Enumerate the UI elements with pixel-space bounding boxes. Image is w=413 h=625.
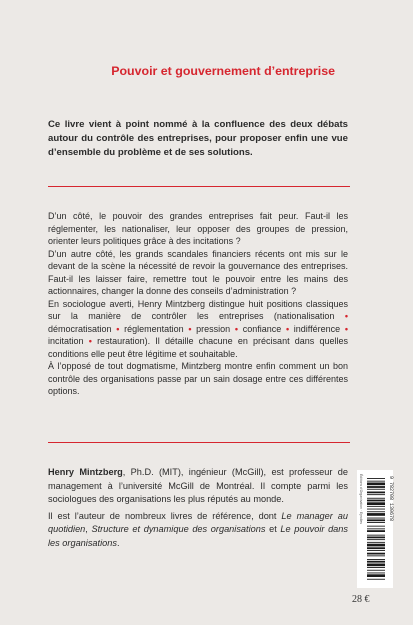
description-paragraph: D’un côté, le pouvoir des grandes entreprises fait peur. Faut-il les réglementer, les nationaliser, leur opposer des groupes de pression, orienter leurs politiques grâce à des incitations ? bbox=[48, 211, 348, 246]
separator: . bbox=[116, 537, 120, 548]
author-bio bbox=[48, 466, 348, 553]
author-credentials: , Ph.D. (MIT), ingénieur (McGill), est professeur de management à l’université McGill de Montréal. Il compte parmi les sociologues des organisations les plus réputés au monde. bbox=[48, 467, 348, 504]
description bbox=[48, 210, 348, 398]
barcode-bar bbox=[367, 481, 385, 482]
description-paragraph: D’un autre côté, les grands scandales financiers récents ont mis sur le devant de la scène la nécessité de revoir la gouvernance des entreprises. Faut-il les laisser faire, remettre tout le pouvoir entre les mains des actionnaires, changer la donne des conseils d’administration ? bbox=[48, 248, 348, 296]
barcode-bar bbox=[367, 574, 385, 577]
bullet-icon: • bbox=[285, 323, 290, 334]
author-bio-paragraph bbox=[48, 466, 348, 507]
barcode-bar bbox=[367, 573, 385, 574]
barcode-bar bbox=[367, 518, 385, 519]
author-name: Henry Mintzberg bbox=[48, 467, 123, 477]
bullet-icon: • bbox=[116, 323, 120, 334]
bullet-icon: • bbox=[234, 323, 239, 334]
book-reference: Structure et dynamique des organisations bbox=[91, 524, 266, 534]
publisher-imprint: Éditions d’Organisation · Eyrolles bbox=[359, 474, 363, 524]
barcode-bar bbox=[367, 567, 385, 568]
barcode-bars bbox=[367, 478, 385, 580]
barcode-bar bbox=[367, 539, 385, 540]
barcode-bar bbox=[367, 537, 385, 539]
barcode-bar bbox=[367, 526, 385, 527]
price-tag: 28 € bbox=[352, 594, 370, 605]
bullet-icon: • bbox=[88, 336, 92, 346]
barcode-bar bbox=[367, 489, 385, 490]
barcode-bar bbox=[367, 511, 385, 512]
book-title: Pouvoir et gouvernement d’entreprise bbox=[111, 64, 335, 78]
position-item: confiance bbox=[242, 323, 282, 334]
bottom-divider bbox=[48, 442, 350, 443]
barcode-bar bbox=[367, 570, 385, 571]
book-reference: Le manager au quotidien bbox=[48, 510, 348, 534]
barcode-bar bbox=[367, 500, 385, 502]
top-divider bbox=[48, 186, 350, 187]
barcode-bar bbox=[367, 498, 385, 499]
bullet-icon: • bbox=[344, 311, 348, 321]
barcode-bar bbox=[367, 519, 385, 521]
barcode-bar bbox=[367, 561, 385, 563]
barcode-bar bbox=[367, 492, 385, 494]
barcode-bar bbox=[367, 509, 385, 510]
position-item: réglementation bbox=[124, 323, 184, 334]
barcode-bar bbox=[367, 544, 385, 547]
barcode-bar bbox=[367, 559, 385, 560]
isbn-number: 9 782708 130678 bbox=[388, 476, 394, 522]
barcode-bar bbox=[367, 486, 385, 488]
barcode-bar bbox=[367, 513, 385, 516]
positions-intro: En sociologue averti, Henry Mintzberg distingue huit positions classiques sur la manière de contrôler les entreprises (nationalisation bbox=[48, 298, 348, 321]
description-paragraph bbox=[48, 298, 348, 361]
description-paragraph: À l’opposé de tout dogmatisme, Mintzberg montre enfin comment un bon contrôle des organisations passe par un sain dosage entre ces différentes options. bbox=[48, 361, 348, 396]
barcode bbox=[357, 470, 393, 588]
barcode-bar bbox=[367, 478, 385, 479]
barcode-bar bbox=[367, 564, 385, 567]
barcode-bar bbox=[367, 553, 385, 555]
barcode-bar bbox=[367, 547, 385, 549]
bullet-icon: • bbox=[344, 323, 348, 334]
separator: , bbox=[85, 524, 92, 534]
bullet-icon: • bbox=[188, 323, 192, 334]
separator: et bbox=[265, 524, 281, 534]
position-item: indifférence bbox=[293, 323, 341, 334]
barcode-bar bbox=[367, 555, 385, 556]
barcode-bar bbox=[367, 522, 385, 523]
author-works-intro: Il est l’auteur de nombreux livres de référence, dont bbox=[48, 510, 282, 521]
author-bio-paragraph bbox=[48, 510, 348, 551]
barcode-bar bbox=[367, 494, 385, 495]
barcode-bar bbox=[367, 542, 385, 543]
barcode-bar bbox=[367, 530, 385, 532]
barcode-bar bbox=[367, 483, 385, 486]
barcode-bar bbox=[367, 579, 385, 580]
position-item: restauration bbox=[97, 336, 145, 346]
position-item: incitation bbox=[48, 336, 84, 346]
barcode-bar bbox=[367, 535, 385, 536]
position-item: démocratisation bbox=[48, 323, 112, 334]
barcode-bar bbox=[367, 550, 385, 551]
intro-blurb: Ce livre vient à point nommé à la confluence des deux débats autour du contrôle des entreprises, pour proposer enfin une vue d’ensemble du problème et de ses solutions. bbox=[48, 119, 348, 158]
book-reference: Le pouvoir dans les organisations bbox=[48, 524, 348, 548]
barcode-bar bbox=[367, 502, 385, 505]
positions-conclusion: ). Il détaille chacune en précisant dans quelles conditions elle peut être légitime et souhaitable. bbox=[48, 336, 348, 359]
barcode-bar bbox=[367, 528, 385, 529]
barcode-bar bbox=[367, 506, 385, 507]
position-item: pression bbox=[196, 323, 231, 334]
